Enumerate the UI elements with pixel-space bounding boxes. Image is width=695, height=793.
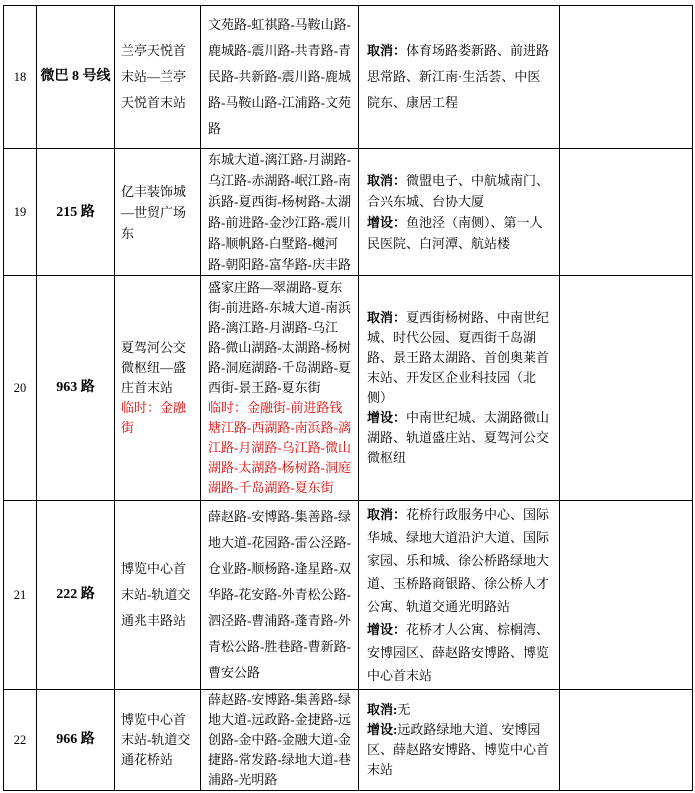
changes-cell xyxy=(359,6,560,149)
cancel-line xyxy=(367,503,553,618)
cancel-text: 体育场路娄新路、前进路思常路、新江南·生活荟、中医院东、康居工程 xyxy=(367,43,550,110)
station-text: 博览中心首末站-轨道交通兆丰路站 xyxy=(121,561,191,628)
route-name: 微巴 8 号线 xyxy=(37,6,115,149)
station-text: 兰亭天悦首末站—兰亭天悦首末站 xyxy=(121,43,187,110)
station-cell xyxy=(115,690,201,791)
add-line xyxy=(367,618,553,687)
row-number: 19 xyxy=(4,149,37,276)
table-row xyxy=(4,501,693,690)
cancel-line xyxy=(367,700,553,720)
row-number: 21 xyxy=(4,501,37,690)
add-line xyxy=(367,212,553,254)
row-number: 18 xyxy=(4,6,37,149)
row-number: 22 xyxy=(4,690,37,791)
station-cell xyxy=(115,276,201,501)
path-cell xyxy=(201,276,359,501)
changes-cell xyxy=(359,149,560,276)
empty-cell xyxy=(560,6,693,149)
add-label: 增设： xyxy=(367,622,407,637)
add-text: 远政路绿地大道、安博园区、薛赵路安博路、博览中心首末站 xyxy=(367,722,550,777)
table-row xyxy=(4,690,693,791)
cancel-label: 取消： xyxy=(367,43,407,58)
add-text: 中南世纪城、太湖路微山湖路、轨道盛庄站、夏驾河公交微枢纽 xyxy=(367,410,550,465)
changes-cell xyxy=(359,276,560,501)
cancel-label: 取消： xyxy=(367,507,407,522)
cancel-line xyxy=(367,308,553,408)
cancel-label: 取消: xyxy=(367,702,398,717)
route-name: 966 路 xyxy=(37,690,115,791)
station-text: 夏驾河公交微枢纽—盛庄首末站 xyxy=(121,340,187,395)
path-text: 薛赵路-安博路-集善路-绿地大道-远政路-金捷路-远创路-金中路-金融大道-金捷路-常发路-绿地大道-巷浦路-光明路 xyxy=(208,692,351,787)
add-label: 增设: xyxy=(367,722,398,737)
station-cell xyxy=(115,6,201,149)
path-text: 薛赵路-安博路-集善路-绿地大道-花园路-雷公泾路-仓业路-顺杨路-逢星路-双华路-花安路-外青松公路-泗泾路-曹浦路-蓬青路-外青松公路-胜巷路-曹新路-曹安公路 xyxy=(208,509,351,680)
add-text: 花桥才人公寓、棕榈湾、安博园区、薛赵路安博路、博览中心首末站 xyxy=(367,622,550,683)
empty-cell xyxy=(560,690,693,791)
add-line xyxy=(367,720,553,780)
bus-route-adjustment-table xyxy=(3,5,693,791)
changes-cell xyxy=(359,690,560,791)
table-row xyxy=(4,149,693,276)
changes-cell xyxy=(359,501,560,690)
row-number: 20 xyxy=(4,276,37,501)
temp-station-note: 临时：金融街 xyxy=(121,400,187,435)
add-label: 增设： xyxy=(367,215,407,230)
route-name: 963 路 xyxy=(37,276,115,501)
cancel-line xyxy=(367,38,553,116)
cancel-label: 取消： xyxy=(367,173,407,188)
route-name: 215 路 xyxy=(37,149,115,276)
cancel-text: 微盟电子、中航城南门、合兴东城、台协大厦 xyxy=(367,173,550,209)
path-text: 东城大道-漓江路-月湖路-乌江路-赤湖路-岷江路-南浜路-夏西街-杨树路-太湖路-前进路-金沙江路-震川路-顺帆路-白墅路-樾河路-朝阳路-富华路-庆丰路 xyxy=(208,152,351,272)
path-cell xyxy=(201,690,359,791)
cancel-line xyxy=(367,170,553,212)
route-name: 222 路 xyxy=(37,501,115,690)
cancel-text: 夏西街杨树路、中南世纪城、时代公园、夏西街千岛湖路、景王路太湖路、首创奥莱首末站、开发区企业科技园（北侧） xyxy=(367,310,550,405)
cancel-text: 无 xyxy=(397,702,411,717)
path-text: 盛家庄路—翠湖路-夏东街-前进路-东城大道-南浜路-漓江路-月湖路-乌江路-微山湖路-太湖路-杨树路-洞庭湖路-千岛湖路-夏西街-景王路-夏东街 xyxy=(208,280,351,395)
add-text: 鱼池泾（南侧）、第一人民医院、白河潭、航站楼 xyxy=(367,215,543,251)
station-text: 博览中心首末站-轨道交通花桥站 xyxy=(121,712,191,767)
table-row xyxy=(4,6,693,149)
path-cell xyxy=(201,501,359,690)
path-text: 文苑路-虹祺路-马鞍山路-鹿城路-震川路-共青路-青民路-共新路-震川路-鹿城路-马鞍山路-江浦路-文苑路 xyxy=(208,17,351,136)
add-line xyxy=(367,408,553,468)
empty-cell xyxy=(560,276,693,501)
add-label: 增设： xyxy=(367,410,407,425)
path-cell xyxy=(201,6,359,149)
temp-path-note: 临时：金融街-前进路钱塘江路-西湖路-南浜路-漓江路-月湖路-乌江路-微山湖路-太湖路-杨树路-洞庭湖路-千岛湖路-夏东街 xyxy=(208,400,351,495)
cancel-text: 花桥行政服务中心、国际华城、绿地大道沿沪大道、国际家园、乐和城、徐公桥路绿地大道、玉桥路商银路、徐公桥人才公寓、轨道交通光明路站 xyxy=(367,507,550,614)
empty-cell xyxy=(560,501,693,690)
station-cell xyxy=(115,501,201,690)
empty-cell xyxy=(560,149,693,276)
cancel-label: 取消： xyxy=(367,310,407,325)
table-row xyxy=(4,276,693,501)
path-cell xyxy=(201,149,359,276)
station-text: 亿丰装饰城—世贸广场东 xyxy=(121,183,187,241)
station-cell xyxy=(115,149,201,276)
